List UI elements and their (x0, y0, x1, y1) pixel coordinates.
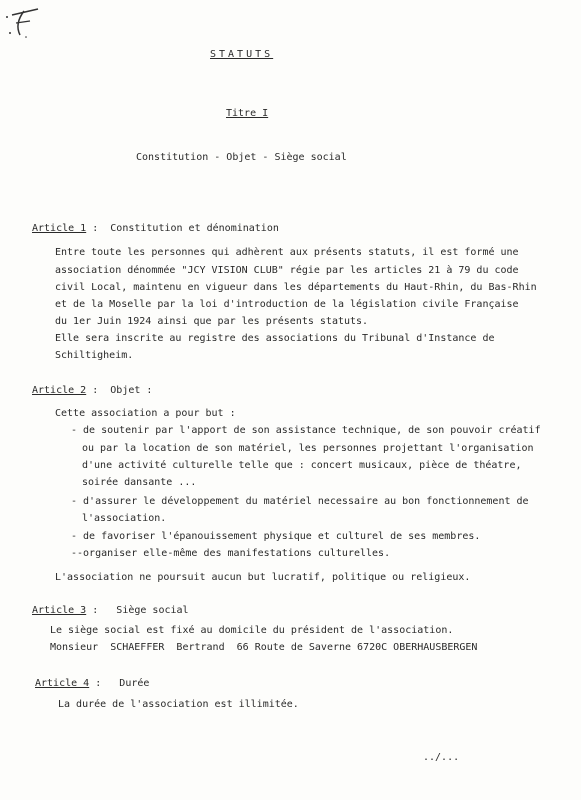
article-2-item: --organiser elle-même des manifestations culturelles. (71, 548, 391, 559)
article-3-line: Le siège social est fixé au domicile du président de l'association. (50, 625, 454, 636)
article-2-item: - de favoriser l'épanouissement physique et culturel de ses membres. (71, 531, 481, 542)
article-2-closing: L'association ne poursuit aucun but lucratif, politique ou religieux. (55, 572, 471, 583)
article-2-item: - de soutenir par l'apport de son assistance technique, de son pouvoir créatif (71, 425, 541, 436)
article-2-item: ou par la location de son matériel, les personnes projettant l'organisation (82, 443, 534, 454)
article-1-line: Entre toute les personnes qui adhèrent aux présents statuts, il est formé une (55, 247, 519, 258)
article-1-line: et de la Moselle par la loi d'introduction de la législation civile Française (55, 299, 519, 310)
article-heading: Durée (119, 678, 150, 689)
handwritten-mark-icon (4, 3, 44, 43)
document-titre: Titre I (226, 108, 269, 119)
article-2-item: l'association. (82, 513, 167, 524)
article-1-line: civil Local, maintenu en vigueur dans les départements du Haut-Rhin, du Bas-Rhin (55, 282, 537, 293)
article-2-item: - d'assurer le développement du matériel necessaire au bon fonctionnement de (71, 496, 529, 507)
article-2-header: Article 2 : Objet : (32, 385, 153, 396)
article-3-header: Article 3 : Siège social (32, 605, 189, 616)
article-heading: Constitution et dénomination (110, 223, 279, 234)
article-1-header: Article 1 : Constitution et dénomination (32, 223, 279, 234)
article-2-item: d'une activité culturelle telle que : concert musicaux, pièce de théatre, (82, 460, 522, 471)
article-label: Article 4 (35, 678, 90, 689)
article-1-line: Elle sera inscrite au registre des associations du Tribunal d'Instance de (55, 333, 495, 344)
article-heading: Objet : (110, 385, 153, 396)
article-label: Article 1 (32, 223, 87, 234)
article-4-header: Article 4 : Durée (35, 678, 150, 689)
article-2-intro: Cette association a pour but : (55, 408, 236, 419)
document-title: STATUTS (210, 49, 274, 60)
article-1-line: Schiltigheim. (55, 350, 134, 361)
article-label: Article 2 (32, 385, 87, 396)
page-continuation: ../... (423, 752, 460, 763)
article-label: Article 3 (32, 605, 87, 616)
article-4-line: La durée de l'association est illimitée. (58, 699, 299, 710)
article-1-line: du 1er Juin 1924 ainsi que par les présents statuts. (55, 316, 369, 327)
article-1-line: association dénommée "JCY VISION CLUB" régie par les articles 21 à 79 du code (55, 265, 519, 276)
article-heading: Siège social (116, 605, 189, 616)
article-3-line: Monsieur SCHAEFFER Bertrand 66 Route de Saverne 6720C OBERHAUSBERGEN (50, 642, 478, 653)
article-2-item: soirée dansante ... (82, 477, 197, 488)
document-subtitle: Constitution - Objet - Siège social (136, 152, 347, 163)
